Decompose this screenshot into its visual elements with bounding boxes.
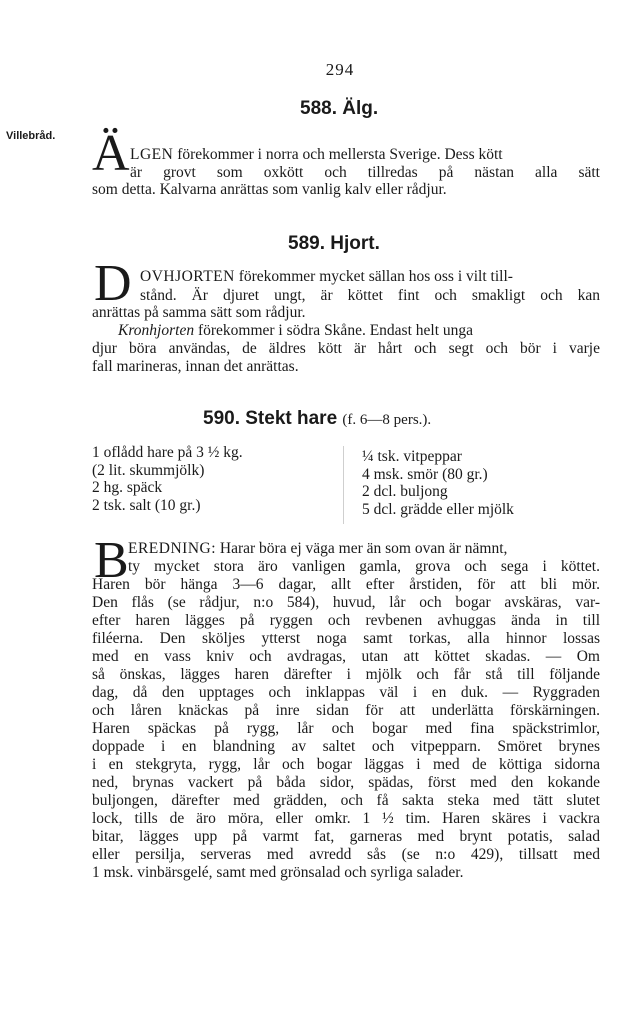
hare-line: efter haren lägges på ryggen och revbenen avhuggas ända in till: [92, 612, 600, 629]
alg-line-3: som detta. Kalvarna anrättas som vanlig kalv eller rådjur.: [92, 181, 447, 198]
sidebar-label: Villebråd.: [6, 130, 56, 142]
ingredient-item: ¼ tsk. vitpeppar: [362, 448, 462, 465]
drop-cap-d: D: [94, 255, 132, 312]
section-heading-hare: [203, 408, 431, 430]
ingredient-item: 5 dcl. grädde eller mjölk: [362, 500, 514, 518]
hare-line: så önskas, lägges haren därefter i mjölk och får stå till följande: [92, 666, 600, 683]
ingredient-item: 2 dcl. buljong: [362, 483, 448, 500]
hare-line: i en stekgryta, rygg, lår och bogar läggas i med de köttiga sidorna: [92, 756, 600, 773]
ingredients-right: [362, 448, 514, 518]
hjort-para2-line-2: djur böra användas, de äldres kött är hårt och segt och bör i varje: [92, 340, 600, 357]
ingredients-left: [92, 444, 243, 514]
ingredient-item: (2 lit. skummjölk): [92, 461, 205, 479]
page-number: 294: [325, 60, 355, 79]
hare-line: buljongen, därefter med grädden, och få sakta steka med tätt slutet: [92, 792, 600, 809]
ingredient-item: 2 hg. späck: [92, 479, 163, 496]
ingredient-item: 2 tsk. salt (10 gr.): [92, 496, 201, 514]
hare-first-word: EREDNING:: [128, 540, 217, 557]
alg-line-1-text: förekommer i norra och mellersta Sverige. Dess kött: [173, 146, 503, 163]
hjort-first-word: OVHJORTEN: [140, 268, 235, 285]
hare-line: lock, tills de äro möra, eller omkr. 1 ½ tim. Haren skäres i vackra: [92, 810, 600, 827]
hare-method-body: [92, 576, 600, 882]
hare-line: filéerna. Den sköljes ytterst noga samt torkas, alla hinnor lossas: [92, 630, 600, 647]
section-heading-hjort: 589. Hjort.: [288, 233, 380, 254]
ingredient-item: 4 msk. smör (80 gr.): [362, 465, 488, 483]
hjort-para2-line-3: fall marineras, innan det anrättas.: [92, 358, 299, 375]
hjort-para2-line-1-text: förekommer i södra Skåne. Endast helt unga: [194, 322, 474, 339]
ingredient-item: 1 oflådd hare på 3 ½ kg.: [92, 444, 243, 461]
hare-line-2: ty mycket stora äro vanligen gamla, grova och sega i köttet.: [128, 558, 600, 575]
hare-line: och låren knäckas på inre sidan för att underlätta förskärningen.: [92, 702, 600, 719]
hare-line: eller persilja, serveras med avredd sås (se n:o 429), tillsatt med: [92, 846, 600, 863]
hjort-line-3: anrättas på samma sätt som rådjur.: [92, 304, 306, 321]
hare-line: ned, brynas vackert på båda sidor, spädas, först med den kokande: [92, 774, 600, 791]
drop-cap-b: B: [94, 532, 129, 589]
section-heading-alg: 588. Älg.: [300, 98, 379, 119]
ingredient-divider: [343, 446, 344, 524]
hare-line: bitar, lägges upp på varmt fat, garneras med brynt potatis, salad: [92, 828, 600, 845]
hjort-para2-italic: Kronhjorten: [118, 322, 195, 339]
hare-heading-text: 590. Stekt hare: [203, 408, 338, 429]
hare-line-1: [128, 540, 507, 558]
hjort-line-1-text: förekommer mycket sällan hos oss i vilt till-: [234, 268, 513, 285]
hare-line: dag, då den upptages och inklappas väl i en duk. — Ryggraden: [92, 684, 600, 701]
alg-line-1: [130, 146, 503, 164]
drop-cap-a: Ä: [92, 125, 130, 182]
alg-first-word: LGEN: [130, 146, 174, 163]
hare-line-1-text: Harar böra ej väga mer än som ovan är nämnt,: [216, 540, 508, 557]
hjort-line-2: stånd. Är djuret ungt, är köttet fint och smakligt och kan: [140, 287, 600, 304]
hare-line: Den flås (se rådjur, n:o 584), huvud, lår och bogar avskäras, var-: [92, 594, 600, 611]
hare-line-last: 1 msk. vinbärsgelé, samt med grönsalad och syrliga salader.: [92, 864, 464, 881]
hare-line: doppade i en blandning av saltet och vitpepparn. Smöret brynes: [92, 738, 600, 755]
hare-line: Haren späckas på rygg, lår och bogar med fina späckstrimlor,: [92, 720, 600, 737]
hare-line: Haren bör hänga 3—6 dagar, allt efter årstiden, för att bli mör.: [92, 576, 600, 593]
hare-line: med en vass kniv och avdragas, utan att köttet skadas. — Om: [92, 648, 600, 665]
hjort-para2-line-1: [118, 322, 473, 340]
alg-line-2: är grovt som oxkött och tillredas på nästan alla sätt: [130, 164, 600, 181]
hjort-line-1: [140, 268, 513, 286]
hare-servings: (f. 6—8 pers.).: [342, 412, 432, 428]
